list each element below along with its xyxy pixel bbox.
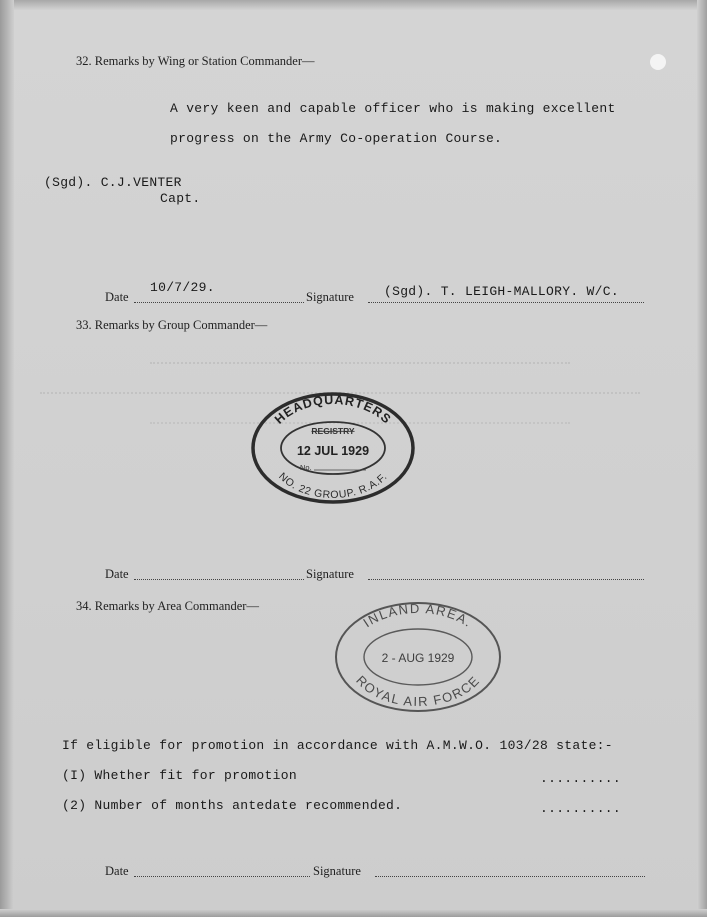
section-33-date-line <box>134 579 304 580</box>
section-32-signature-value: (Sgd). T. LEIGH-MALLORY. W/C. <box>384 284 619 299</box>
promotion-item-2-dots: .......... <box>540 801 622 816</box>
inland-area-stamp-seal <box>332 600 504 714</box>
stamp-hq-bottom-text: NO. 22 GROUP. R.A.F. <box>276 470 390 502</box>
section-33-signature-label: Signature <box>306 567 354 581</box>
section-32-remark-line-2: progress on the Army Co-operation Course. <box>170 131 503 146</box>
svg-text:ROYAL AIR FORCE <box>353 673 483 710</box>
section-32-date-value: 10/7/29. <box>150 280 215 295</box>
promotion-item-2: (2) Number of months antedate recommended. <box>62 798 403 813</box>
section-32-signatory-rank: Capt. <box>160 191 201 206</box>
section-32-signature-label: Signature <box>306 290 354 304</box>
headquarters-stamp-seal <box>248 390 418 506</box>
promotion-item-1-dots: .......... <box>540 771 622 786</box>
stamp-inland-date: 2 - AUG 1929 <box>381 651 455 665</box>
page-edge-bottom <box>0 909 707 917</box>
section-34-signature-line <box>375 876 645 877</box>
section-32-date-label: Date <box>105 290 129 304</box>
stamp-hq-top-text: HEADQUARTERS <box>271 392 395 427</box>
promotion-item-1: (I) Whether fit for promotion <box>62 768 297 783</box>
section-34-date-label: Date <box>105 864 129 878</box>
page-edge-top <box>0 0 707 10</box>
section-33-date-label: Date <box>105 567 129 581</box>
page-edge-left <box>0 0 14 917</box>
stamp-hq-registry-text: REGISTRY <box>311 426 355 436</box>
section-32-signatory-name: (Sgd). C.J.VENTER <box>44 175 182 190</box>
stamp-hq-no-label: No. <box>300 463 312 472</box>
bleed-through-line <box>150 362 570 364</box>
section-32-signature-line <box>368 302 644 303</box>
page-edge-right <box>697 0 707 917</box>
punch-hole <box>650 54 666 70</box>
section-33-heading: 33. Remarks by Group Commander— <box>76 318 268 332</box>
section-34-signature-label: Signature <box>313 864 361 878</box>
svg-text:INLAND AREA. <box>360 601 475 630</box>
section-33-signature-line <box>368 579 644 580</box>
section-34-date-line <box>134 876 310 877</box>
section-34-heading: 34. Remarks by Area Commander— <box>76 599 259 613</box>
stamp-inland-bottom-text: ROYAL AIR FORCE <box>353 672 483 710</box>
section-32-heading: 32. Remarks by Wing or Station Commander— <box>76 54 315 68</box>
promotion-intro: If eligible for promotion in accordance with A.M.W.O. 103/28 state:- <box>62 738 613 753</box>
section-32-date-line <box>134 302 304 303</box>
stamp-inland-top-text: INLAND AREA. <box>360 600 476 631</box>
stamp-hq-date: 12 JUL 1929 <box>296 444 370 458</box>
section-32-remark-line-1: A very keen and capable officer who is making excellent <box>170 101 616 116</box>
